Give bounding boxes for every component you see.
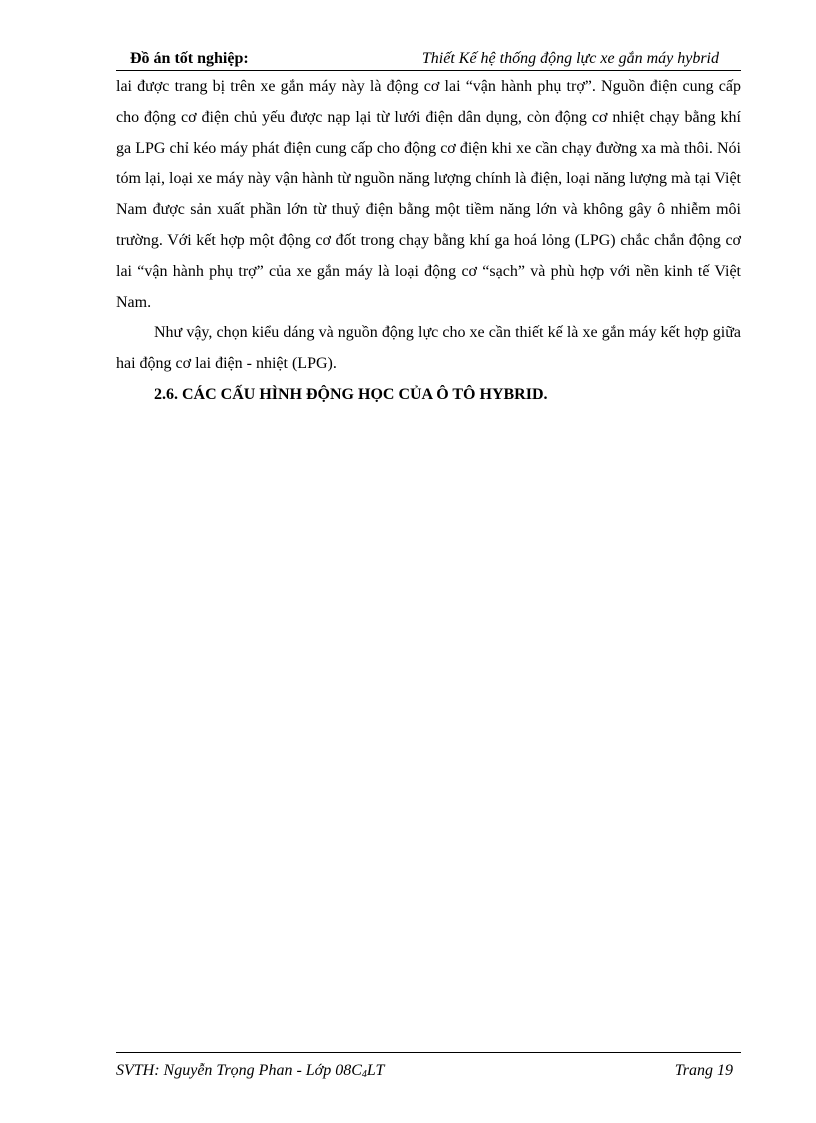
- page-content: [116, 72, 741, 411]
- body-paragraph: lai được trang bị trên xe gắn máy này là động cơ lai “vận hành phụ trợ”. Nguồn điện cung cấp cho động cơ điện chủ yếu được nạp lại từ lưới điện dân dụng, còn động cơ nhiệt chạy bằng khí ga LPG chỉ kéo máy phát điện cung cấp cho động cơ điện khi xe cần chạy đường xa mà thôi. Nói tóm lại, loại xe máy này vận hành từ nguồn năng lượng chính là điện, loại năng lượng mà tại Việt Nam được sản xuất phần lớn từ thuỷ điện bằng một tiềm năng lớn và không gây ô nhiễm môi trường. Với kết hợp một động cơ đốt trong chạy bằng khí ga hoá lỏng (LPG) chắc chắn động cơ lai “vận hành phụ trợ” của xe gắn máy là loại động cơ “sạch” và phù hợp với nền kinh tế Việt Nam.: [116, 78, 741, 311]
- section-heading: 2.6. CÁC CẤU HÌNH ĐỘNG HỌC CỦA Ô TÔ HYBRID.: [154, 385, 548, 403]
- header-document-title: Thiết Kế hệ thống động lực xe gắn máy hybrid: [421, 50, 719, 67]
- page-footer: [116, 1052, 741, 1083]
- footer-class-subscript: 4: [361, 1069, 367, 1080]
- footer-author-name: SVTH: Nguyễn Trọng Phan - Lớp 08C: [116, 1062, 362, 1079]
- footer-author: [116, 1062, 384, 1080]
- body-paragraph: Như vậy, chọn kiểu dáng và nguồn động lực cho xe cần thiết kế là xe gắn máy kết hợp giữa hai động cơ lai điện - nhiệt (LPG).: [116, 324, 741, 373]
- header-document-type: Đồ án tốt nghiệp:: [130, 50, 249, 67]
- footer-class-suffix: LT: [366, 1062, 385, 1079]
- page-number: Trang 19: [674, 1062, 733, 1079]
- page-header: [116, 46, 741, 71]
